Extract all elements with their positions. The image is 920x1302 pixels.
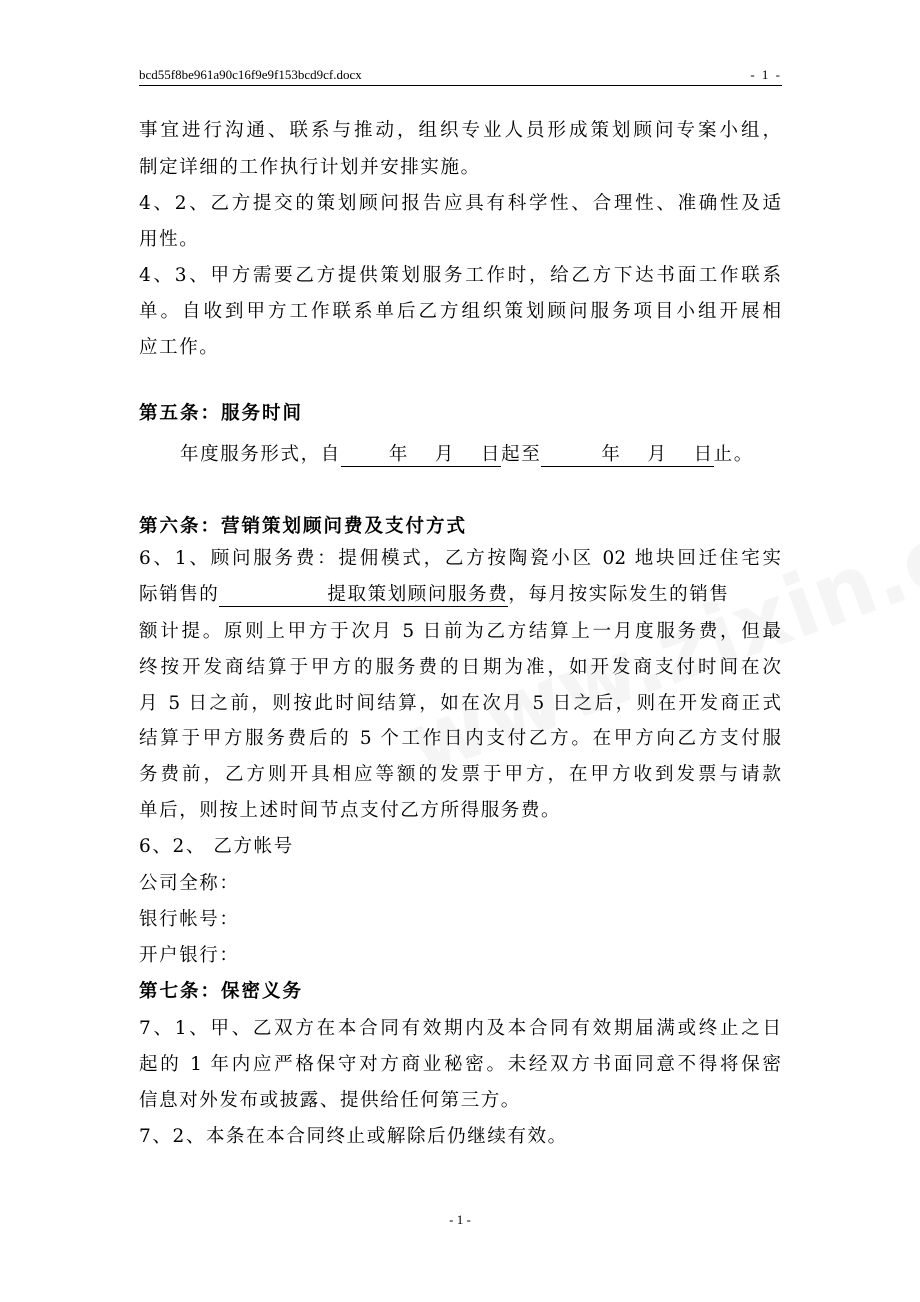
service-period-end: 止。 xyxy=(713,444,754,465)
commission-text: 提取策划顾问服务费 xyxy=(327,584,509,605)
bank-name-label: 开户银行： xyxy=(139,945,240,966)
clause-7-1-line: 7、1、甲、乙双方在本合同有效期内及本合同有效期届满或终止之日 xyxy=(139,1018,781,1039)
start-month-label: 月 xyxy=(434,444,456,465)
clause-7-2: 7、2、本条在本合同终止或解除后仍继续有效。 xyxy=(139,1126,568,1147)
company-name-label: 公司全称： xyxy=(139,873,240,894)
start-date-blank xyxy=(341,444,501,467)
section-6-title: 第六条：营销策划顾问费及支付方式 xyxy=(139,516,468,537)
clause-4-2-line: 用性。 xyxy=(139,229,200,250)
clause-6-1-line: 6、1、顾问服务费：提佣模式，乙方按陶瓷小区 02 地块回迁住宅实 xyxy=(139,548,781,569)
end-month-label: 月 xyxy=(647,444,668,465)
service-period-mid: 起至 xyxy=(501,444,542,465)
paragraph-line: 制定详细的工作执行计划并安排实施。 xyxy=(139,157,481,178)
clause-6-1-line: 结算于甲方服务费后的 5 个工作日内支付乙方。在甲方向乙方支付服 xyxy=(139,728,781,749)
bank-account-label: 银行帐号： xyxy=(139,909,240,930)
end-day-label: 日 xyxy=(693,444,714,465)
clause-4-3-line: 4、3、甲方需要乙方提供策划服务工作时，给乙方下达书面工作联系 xyxy=(139,265,781,286)
clause-4-3-line: 单。自收到甲方工作联系单后乙方组织策划顾问服务项目小组开展相 xyxy=(139,301,781,322)
header-filename: bcd55f8be961a90c16f9e9f153bcd9cf.docx xyxy=(139,67,362,82)
service-period-line xyxy=(180,442,754,468)
section-5-title: 第五条：服务时间 xyxy=(139,403,304,424)
clause-6-1-text: ，每月按实际发生的销售 xyxy=(508,584,730,605)
clause-6-1-line: 单后，则按上述时间节点支付乙方所得服务费。 xyxy=(139,800,562,821)
clause-6-2: 6、2、 乙方帐号 xyxy=(139,836,294,857)
service-period-prefix: 年度服务形式，自 xyxy=(180,444,341,465)
clause-6-1-text: 际销售的 xyxy=(139,584,220,605)
paragraph-line: 事宜进行沟通、联系与推动，组织专业人员形成策划顾问专案小组， xyxy=(139,120,781,141)
clause-4-2-line: 4、2、乙方提交的策划顾问报告应具有科学性、合理性、准确性及适 xyxy=(139,193,781,214)
header-page-indicator: - 1 - xyxy=(750,67,782,82)
clause-7-1-line: 起的 1 年内应严格保守对方商业秘密。未经双方书面同意不得将保密 xyxy=(139,1054,781,1075)
clause-7-1-line: 信息对外发布或披露、提供给任何第三方。 xyxy=(139,1090,521,1111)
clause-4-3-line: 应工作。 xyxy=(139,337,220,358)
section-7-title: 第七条：保密义务 xyxy=(139,981,304,1002)
clause-6-1-line: 月 5 日之前，则按此时间结算，如在次月 5 日之后，则在开发商正式 xyxy=(139,693,781,714)
start-year-label: 年 xyxy=(388,444,409,465)
clause-6-1-line xyxy=(139,582,729,608)
clause-6-1-line: 额计提。原则上甲方于次月 5 日前为乙方结算上一月度服务费，但最 xyxy=(139,621,781,642)
clause-6-1-line: 务费前，乙方则开具相应等额的发票于甲方，在甲方收到发票与请款 xyxy=(139,764,781,785)
commission-rate-blank xyxy=(219,584,508,607)
end-date-blank xyxy=(541,444,713,467)
page-header xyxy=(139,67,782,86)
clause-6-1-line: 终按开发商结算于甲方的服务费的日期为准，如开发商支付时间在次 xyxy=(139,657,781,678)
start-day-label: 日 xyxy=(481,444,502,465)
page-footer-number: - 1 - xyxy=(449,1212,471,1227)
end-year-label: 年 xyxy=(601,444,622,465)
